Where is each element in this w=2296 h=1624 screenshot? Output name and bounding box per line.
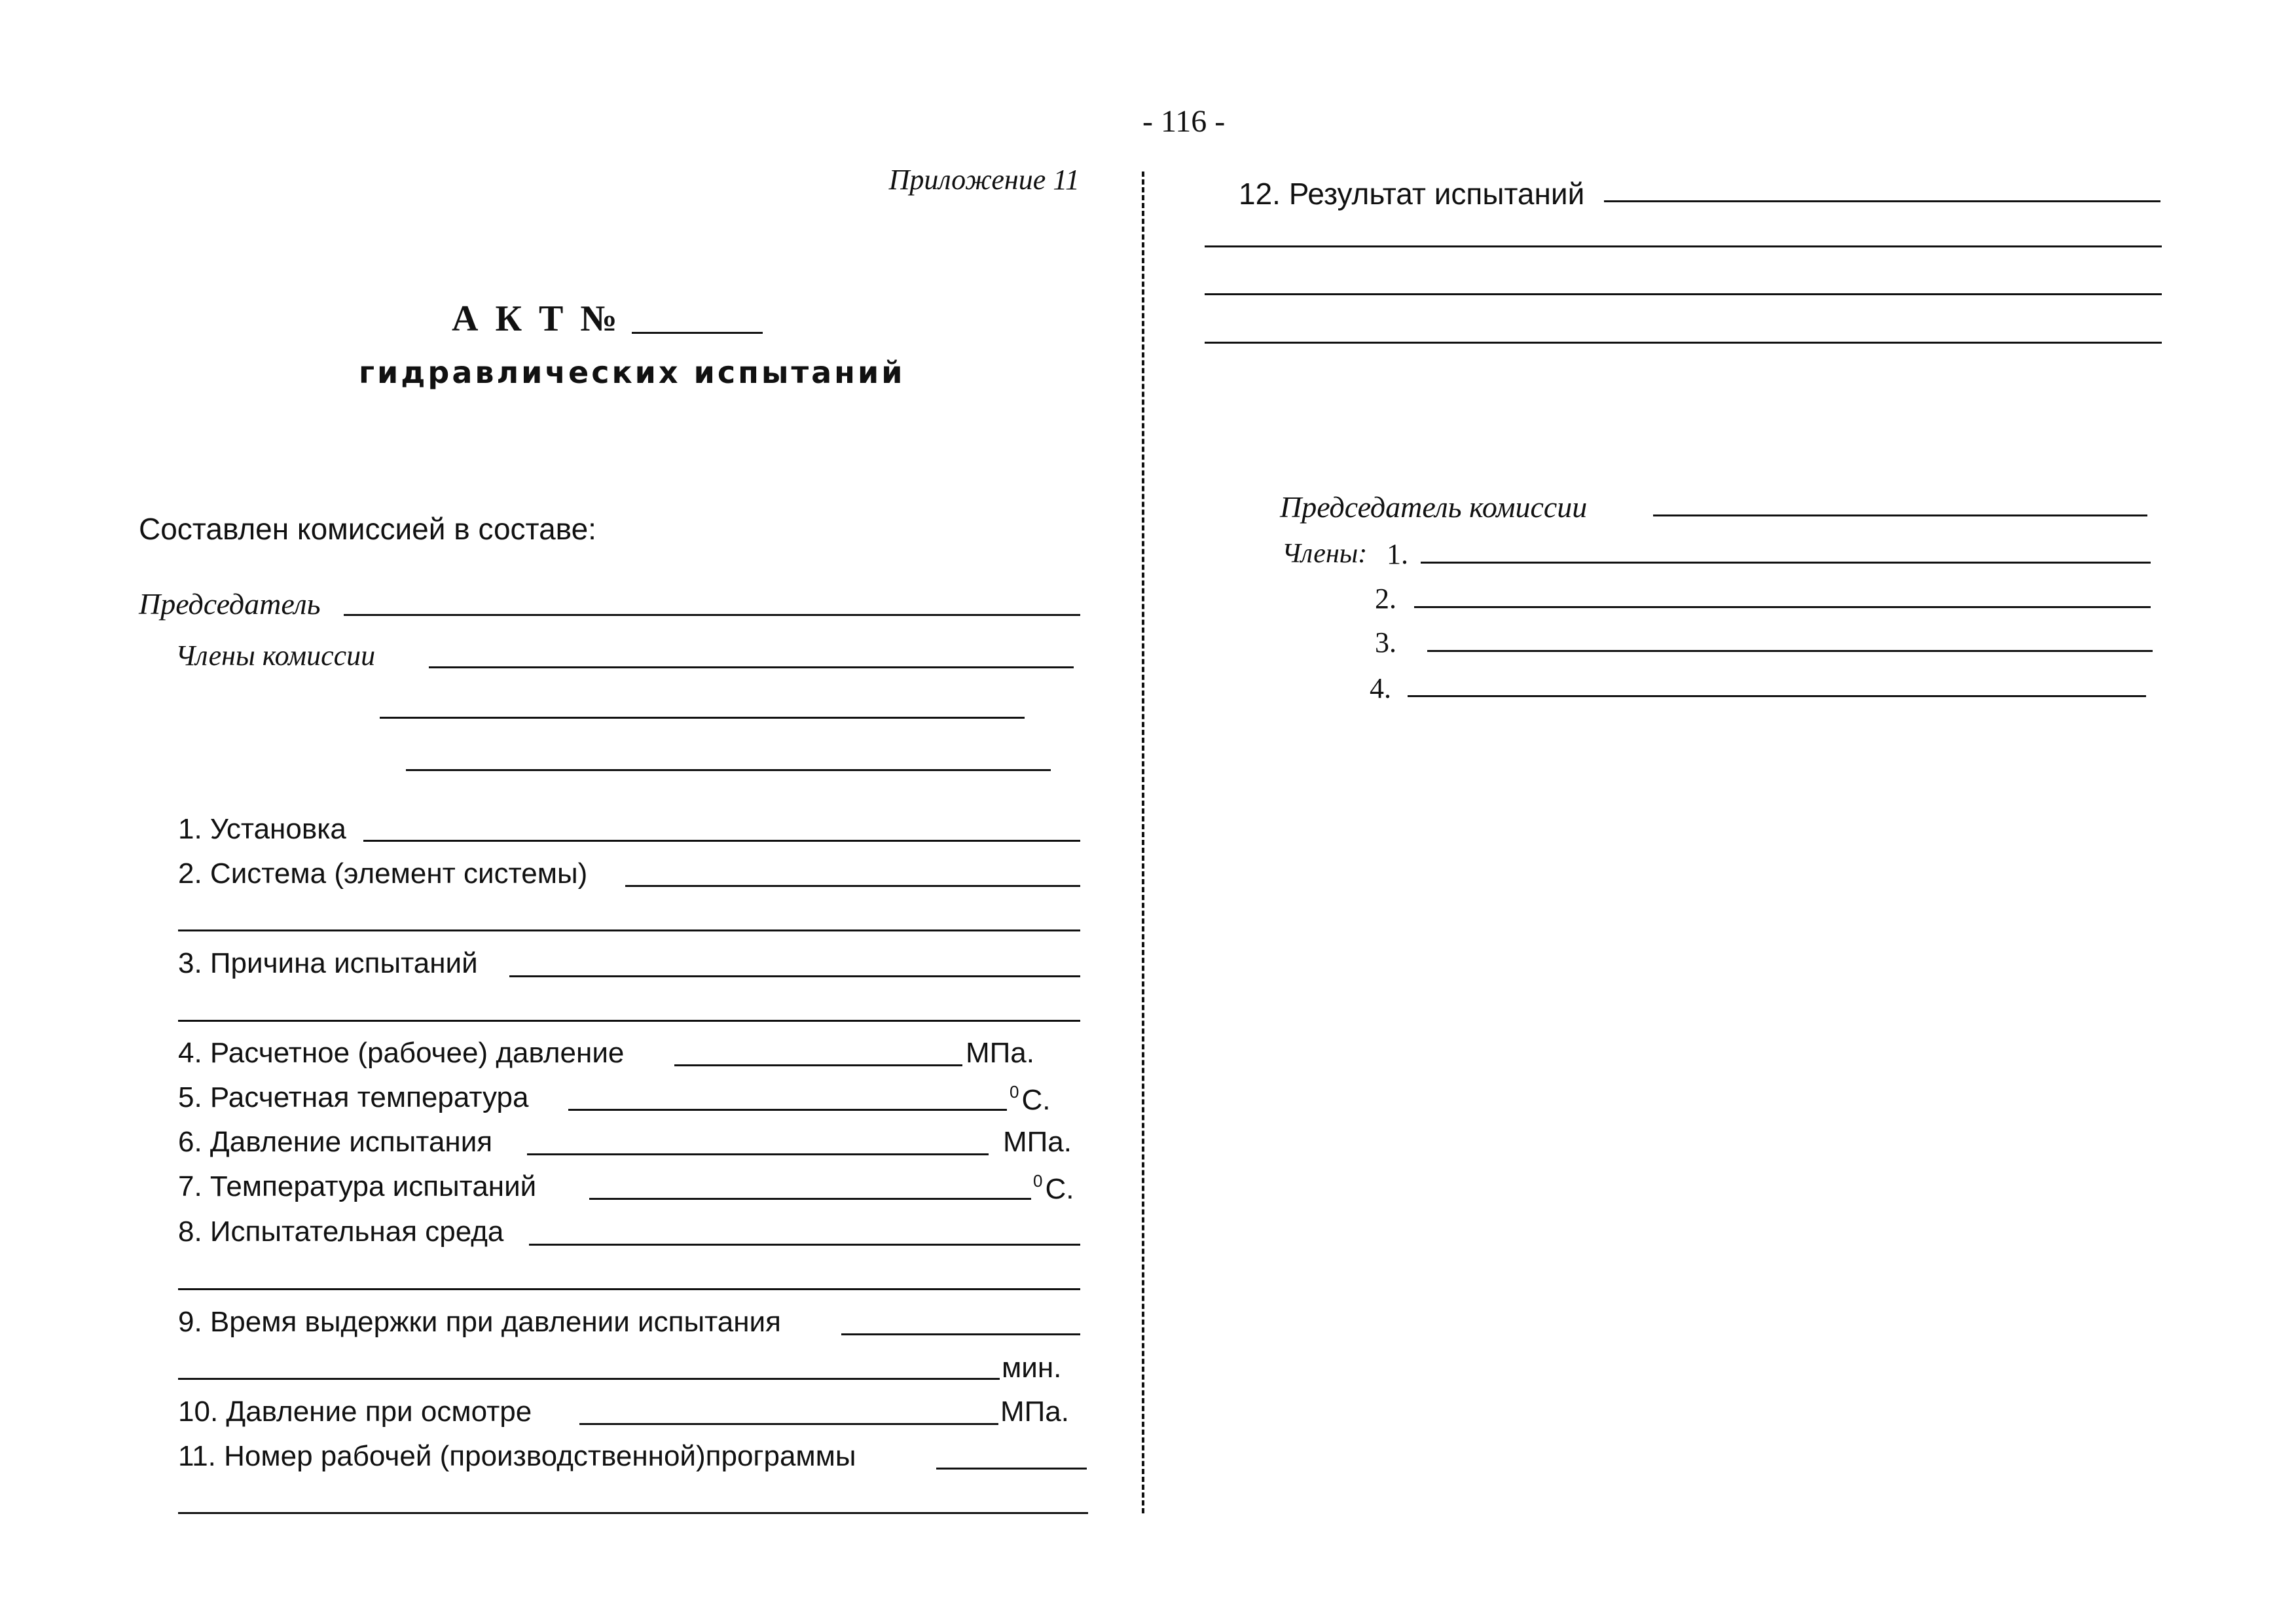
item-5-degree: 0 — [1010, 1082, 1019, 1102]
sign-chairman-field[interactable] — [1653, 514, 2147, 516]
item-2-field-continued[interactable] — [178, 929, 1080, 931]
sign-chairman-label: Председатель комиссии — [1280, 490, 1588, 524]
item-1-field[interactable] — [363, 840, 1080, 842]
item-3-label: 3. Причина испытаний — [178, 947, 478, 979]
item-9-label: 9. Время выдержки при давлении испытания — [178, 1306, 781, 1338]
item-11-label: 11. Номер рабочей (производственной)программы — [178, 1440, 856, 1472]
sign-member-4-field[interactable] — [1408, 695, 2146, 697]
member-field-1[interactable] — [429, 666, 1074, 668]
item-1-label: 1. Установка — [178, 813, 346, 845]
sign-members-label: Члены: — [1282, 539, 1368, 569]
item-7-unit: С. — [1045, 1173, 1074, 1205]
item-8-field[interactable] — [529, 1244, 1080, 1246]
item-10-field[interactable] — [579, 1423, 998, 1425]
member-field-3[interactable] — [406, 769, 1051, 771]
item-4-unit: МПа. — [966, 1037, 1034, 1069]
sign-member-1-number: 1. — [1387, 538, 1408, 570]
sign-member-4-number: 4. — [1370, 672, 1391, 704]
item-4-label: 4. Расчетное (рабочее) давление — [178, 1037, 625, 1069]
appendix-label: Приложение 11 — [888, 164, 1080, 196]
sign-member-3-number: 3. — [1375, 626, 1396, 659]
item-9-unit: мин. — [1002, 1352, 1062, 1384]
item-5-field[interactable] — [568, 1109, 1007, 1111]
chairman-field[interactable] — [344, 614, 1080, 616]
members-label: Члены комиссии — [175, 640, 376, 672]
item-5-unit-group — [1010, 1083, 1050, 1115]
act-number-field[interactable] — [632, 332, 763, 334]
result-label: 12. Результат испытаний — [1239, 177, 1585, 211]
result-field-1[interactable] — [1604, 200, 2160, 202]
fold-line — [1142, 171, 1144, 1513]
act-title-text: А К Т № — [452, 298, 621, 339]
item-8-label: 8. Испытательная среда — [178, 1216, 504, 1248]
item-9-field[interactable] — [841, 1333, 1080, 1335]
result-field-4[interactable] — [1205, 342, 2162, 344]
item-4-field[interactable] — [674, 1064, 962, 1066]
item-7-degree: 0 — [1033, 1171, 1043, 1191]
member-field-2[interactable] — [380, 717, 1025, 719]
result-field-2[interactable] — [1205, 245, 2162, 247]
act-subtitle: гидравлических испытаний — [359, 355, 905, 390]
item-8-field-continued[interactable] — [178, 1288, 1080, 1290]
item-6-unit: МПа. — [1003, 1126, 1072, 1158]
item-7-field[interactable] — [589, 1198, 1031, 1200]
item-3-field-continued[interactable] — [178, 1020, 1080, 1022]
item-10-label: 10. Давление при осмотре — [178, 1396, 532, 1428]
act-title — [452, 298, 621, 340]
item-5-unit: С. — [1021, 1084, 1051, 1116]
item-5-label: 5. Расчетная температура — [178, 1081, 529, 1113]
item-2-field[interactable] — [625, 885, 1080, 887]
composed-by-text: Составлен комиссией в составе: — [139, 512, 596, 546]
item-11-field[interactable] — [936, 1468, 1087, 1470]
item-7-unit-group — [1033, 1172, 1074, 1204]
item-10-unit: МПа. — [1000, 1396, 1069, 1428]
sign-member-2-field[interactable] — [1414, 606, 2151, 608]
chairman-label: Председатель — [139, 587, 321, 621]
item-11-field-continued[interactable] — [178, 1512, 1088, 1514]
item-6-field[interactable] — [527, 1153, 989, 1155]
item-3-field[interactable] — [509, 975, 1080, 977]
sign-member-3-field[interactable] — [1427, 650, 2153, 652]
item-6-label: 6. Давление испытания — [178, 1126, 493, 1158]
item-2-label: 2. Система (элемент системы) — [178, 857, 588, 890]
result-field-3[interactable] — [1205, 293, 2162, 295]
page-number: - 116 - — [1142, 104, 1226, 139]
sign-member-2-number: 2. — [1375, 583, 1396, 615]
item-9-field-continued[interactable] — [178, 1378, 1000, 1380]
item-7-label: 7. Температура испытаний — [178, 1170, 537, 1202]
sign-member-1-field[interactable] — [1421, 562, 2151, 564]
